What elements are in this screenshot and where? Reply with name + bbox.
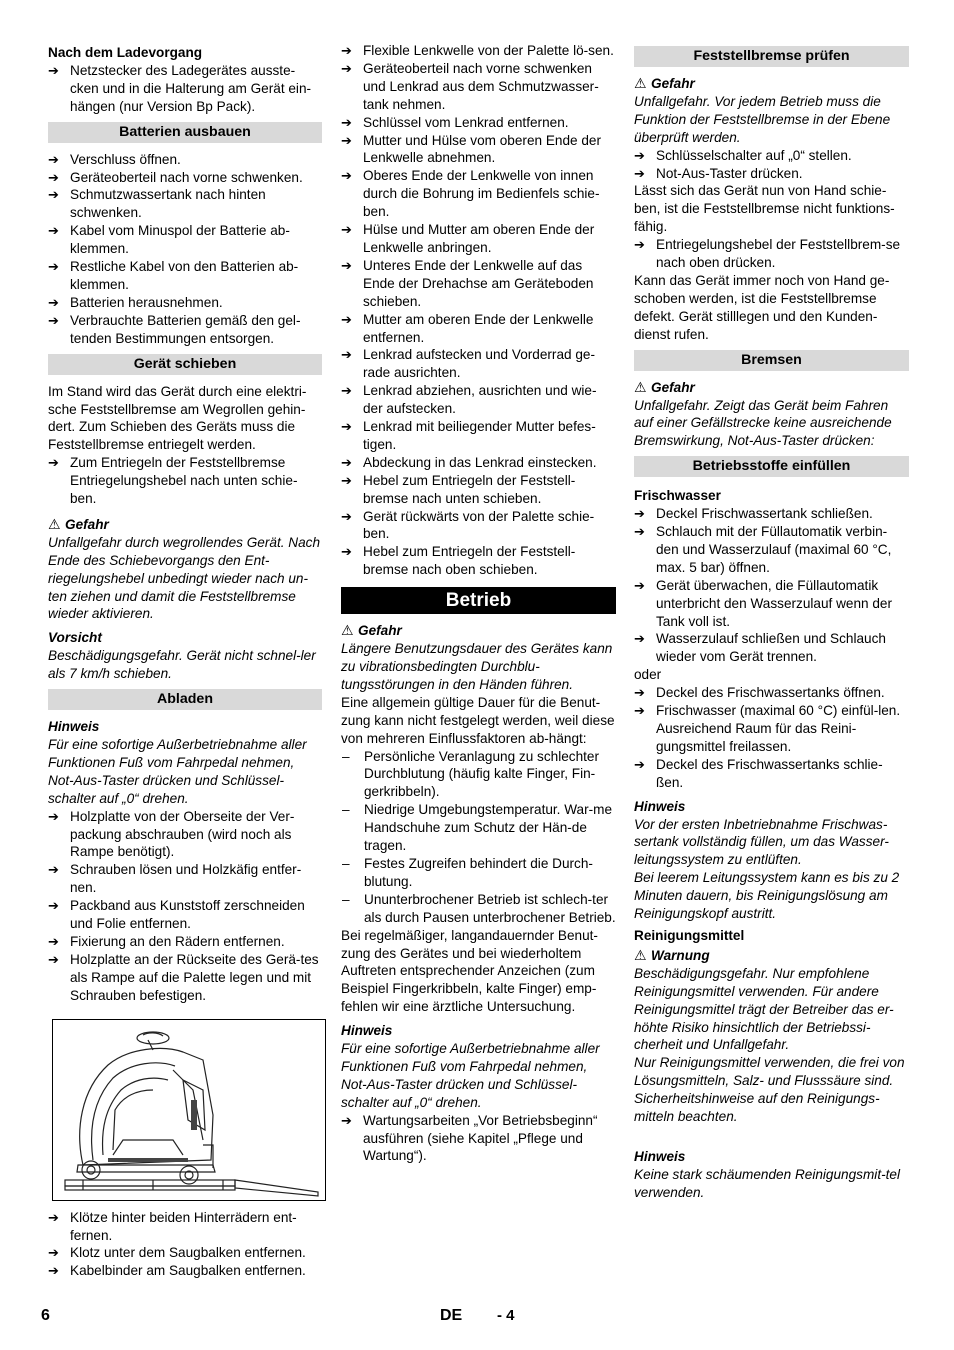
list-item-text: Entriegelungshebel der Feststellbrem-se nach oben drücken. <box>656 237 901 271</box>
vorsicht-label: Vorsicht <box>48 630 102 646</box>
arrow-right-icon: ➔ <box>48 898 59 914</box>
gefahr-text-betrieb: Längere Benutzungsdauer des Gerätes kann zu vibrationsbedingten Durchblu-tungsstörungen in den Händen führen. <box>341 641 613 692</box>
arrow-right-icon: ➔ <box>48 62 59 78</box>
list-item-text: Klotz unter dem Saugbalken entfernen. <box>70 1245 306 1261</box>
warnung-text-3: Sicherheitshinweise auf den Reinigungs-mitteln beachten. <box>634 1091 880 1125</box>
list-einflussfaktoren <box>341 748 616 927</box>
list-item-text: Wartungsarbeiten „Vor Betriebsbeginn“ ausführen (siehe Kapitel „Pflege und Wartung“). <box>363 1112 598 1164</box>
gefahr-heading-fest <box>634 75 909 93</box>
arrow-right-icon: ➔ <box>48 808 59 824</box>
dash-bullet-icon: – <box>342 748 350 764</box>
list-item <box>341 1112 616 1166</box>
list-item-text: Klötze hinter beiden Hinterrädern ent-fernen. <box>70 1209 297 1243</box>
list-item-text: Hebel zum Entriegeln der Feststell-bremse nach unten schieben. <box>363 472 576 506</box>
arrow-right-icon: ➔ <box>341 257 352 273</box>
list-wartung <box>341 1112 616 1166</box>
list-batterien <box>48 151 322 348</box>
list-item-text: Holzplatte an der Rückseite des Gerä-tes als Rampe auf die Palette legen und mit Schrauben befestigen. <box>70 951 319 1003</box>
list-item <box>48 933 322 951</box>
list-item-text: Deckel Frischwassertank schließen. <box>656 506 873 522</box>
list-item <box>634 505 909 523</box>
chapter-title-betrieb: Betrieb <box>341 587 616 614</box>
arrow-right-icon: ➔ <box>341 508 352 524</box>
list-item-text: Gerät überwachen, die Füllautomatik unterbricht den Wasserzulauf wenn der Tank voll ist. <box>656 577 892 629</box>
list-item <box>341 257 616 311</box>
list-after-figure <box>48 1209 322 1281</box>
list-item-text: Fixierung an den Rädern entfernen. <box>70 933 285 949</box>
paragraph-dauer: Eine allgemein gültige Dauer für die Benut-zung kann nicht festgelegt werden, weil diese von mehreren Einflussfaktoren ab-hängt: <box>341 694 615 746</box>
warning-triangle-icon: ⚠ <box>341 622 354 639</box>
machine-drawing <box>53 1020 325 1200</box>
list-item-text: Niedrige Umgebungstemperatur. War-me Handschuhe zum Schutz der Hän-de tragen. <box>364 802 613 854</box>
hinweis-text-betrieb: Für eine sofortige Außerbetriebnahme aller Funktionen Fuß vom Fahrpedal nehmen, Not-Aus-Taster drücken und Schlüssel-schalter auf „0“ drehen. <box>341 1041 600 1110</box>
list-item-text: Lenkrad aufstecken und Vorderrad ge-rade ausrichten. <box>363 347 596 381</box>
list-item <box>48 897 322 933</box>
list-item <box>634 236 909 272</box>
arrow-right-icon: ➔ <box>634 524 645 540</box>
list-item-text: Schlüsselschalter auf „0“ stellen. <box>656 147 852 163</box>
list-schieben <box>48 454 322 508</box>
list-item-text: Schlauch mit der Füllautomatik verbin-den und Wasserzulauf (maximal 60 °C, max. 5 bar) öffnen. <box>656 524 892 575</box>
list-item <box>634 523 909 577</box>
list-item-text: Deckel des Frischwassertanks schlie-ßen. <box>656 756 883 790</box>
arrow-right-icon: ➔ <box>634 631 645 647</box>
arrow-right-icon: ➔ <box>341 132 352 148</box>
column-right <box>634 42 909 1202</box>
arrow-right-icon: ➔ <box>341 544 352 560</box>
hinweis-text-frisch-2: Bei leerem Leitungssystem kann es bis zu 2 Minuten dauern, bis Reinigungslösung am Reinigungskopf austritt. <box>634 870 900 922</box>
arrow-right-icon: ➔ <box>48 294 59 310</box>
list-frischwasser-2 <box>634 684 909 791</box>
language-code: DE <box>440 1307 463 1324</box>
arrow-right-icon: ➔ <box>48 1209 59 1225</box>
subheading-reinigungsmittel: Reinigungsmittel <box>634 927 745 943</box>
warning-triangle-icon: ⚠ <box>634 946 647 963</box>
hinweis-label-frisch: Hinweis <box>634 798 686 814</box>
list-item <box>48 186 322 222</box>
arrow-right-icon: ➔ <box>48 223 59 239</box>
arrow-right-icon: ➔ <box>341 454 352 470</box>
list-item-text: Abdeckung in das Lenkrad einstecken. <box>363 454 597 470</box>
list-item <box>634 630 909 666</box>
list-item-text: Kabel vom Minuspol der Batterie ab-klemmen. <box>70 223 290 257</box>
list-item-text: Packband aus Kunststoff zerschneiden und Folie entfernen. <box>70 898 305 932</box>
hinweis-label-betrieb: Hinweis <box>341 1023 393 1039</box>
hinweis-text: Für eine sofortige Außerbetriebnahme aller Funktionen Fuß vom Fahrpedal nehmen, Not-Aus-Taster drücken und Schlüssel-schalter auf „0“ drehen. <box>48 737 307 806</box>
section-title-schieben: Gerät schieben <box>48 354 322 375</box>
page-number: 6 <box>41 1307 50 1324</box>
hinweis-text-frisch-1: Vor der ersten Inbetriebnahme Frischwas-sertank vollständig füllen, um das Wasser-leitungssystem zu entlüften. <box>634 816 889 868</box>
vorsicht-text: Beschädigungsgefahr. Gerät nicht schnel-ler als 7 km/h schieben. <box>48 648 316 682</box>
section-title-batterien: Batterien ausbauen <box>48 122 322 143</box>
warnung-label: Warnung <box>651 947 710 963</box>
list-item <box>634 702 909 756</box>
list-item <box>48 808 322 862</box>
list-item-text: Flexible Lenkwelle von der Palette lö-sen. <box>363 43 614 58</box>
paragraph-regelmaessig: Bei regelmäßiger, langandauernder Benut-zung des Gerätes und bei wiederholtem Auftreten entsprechender Anzeichen (zum Beispiel Fingerkribbeln, kalte Finger) emp-fehlen wir eine ärztliche Untersuchung. <box>341 927 598 1015</box>
arrow-right-icon: ➔ <box>48 151 59 167</box>
arrow-right-icon: ➔ <box>48 933 59 949</box>
list-item-text: Festes Zugreifen behindert die Durch-blutung. <box>364 855 593 889</box>
arrow-right-icon: ➔ <box>634 506 645 522</box>
list-item-text: Not-Aus-Taster drücken. <box>656 165 803 181</box>
list-frischwasser <box>634 505 909 666</box>
gefahr-label: Gefahr <box>65 516 109 532</box>
arrow-right-icon: ➔ <box>341 1112 352 1128</box>
list-item-text: Deckel des Frischwassertanks öffnen. <box>656 685 885 701</box>
arrow-right-icon: ➔ <box>634 577 645 593</box>
paragraph-fest-1: Lässt sich das Gerät nun von Hand schie-ben, ist die Feststellbremse nicht funktions-fähig. <box>634 183 895 235</box>
list-item <box>341 382 616 418</box>
arrow-right-icon: ➔ <box>634 237 645 253</box>
list-item-text: Verschluss öffnen. <box>70 151 181 167</box>
list-item-text: Persönliche Veranlagung zu schlechter Durchblutung (häufig kalte Finger, Fin-gerkribbeln). <box>364 748 600 800</box>
list-item <box>48 258 322 294</box>
list-item <box>634 577 909 631</box>
arrow-right-icon: ➔ <box>48 1245 59 1261</box>
list-item <box>48 1244 322 1262</box>
list-item-text: Gerät rückwärts von der Palette schie-ben. <box>363 508 595 542</box>
list-item-text: Kabelbinder am Saugbalken entfernen. <box>70 1263 306 1279</box>
list-item <box>341 801 616 855</box>
list-item <box>341 508 616 544</box>
list-item <box>48 861 322 897</box>
arrow-right-icon: ➔ <box>634 685 645 701</box>
arrow-right-icon: ➔ <box>341 43 352 58</box>
dash-bullet-icon: – <box>342 891 350 907</box>
list-item-text: Hülse und Mutter am oberen Ende der Lenkwelle anbringen. <box>363 222 595 255</box>
arrow-right-icon: ➔ <box>341 383 352 399</box>
hinweis-label-rein: Hinweis <box>634 1148 686 1164</box>
subheading-nach-dem-ladevorgang: Nach dem Ladevorgang <box>48 45 203 60</box>
arrow-right-icon: ➔ <box>341 311 352 327</box>
arrow-right-icon: ➔ <box>634 165 645 181</box>
subheading-frischwasser: Frischwasser <box>634 488 721 504</box>
list-item <box>634 756 909 792</box>
list-item <box>48 454 322 508</box>
list-item <box>341 543 616 579</box>
gefahr-label: Gefahr <box>651 379 695 395</box>
list-item-text: Batterien herausnehmen. <box>70 294 223 310</box>
list-item-text: Wasserzulauf schließen und Schlauch wieder vom Gerät trennen. <box>656 631 886 665</box>
list-item-text: Hebel zum Entriegeln der Feststell-bremse nach oben schieben. <box>363 544 576 578</box>
gefahr-heading-betrieb <box>341 622 616 640</box>
list-item <box>341 60 616 114</box>
arrow-right-icon: ➔ <box>341 168 352 184</box>
arrow-right-icon: ➔ <box>341 347 352 363</box>
gefahr-text-bremsen: Unfallgefahr. Zeigt das Gerät beim Fahren auf einer Gefällstrecke keine ausreichende Bremswirkung, Not-Aus-Taster drücken: <box>634 397 892 449</box>
list-item <box>48 62 322 116</box>
arrow-right-icon: ➔ <box>48 187 59 203</box>
hinweis-text-rein: Keine stark schäumenden Reinigungsmit-tel verwenden. <box>634 1166 900 1200</box>
list-item-text: Holzplatte von der Oberseite der Ver-packung abschrauben (wird noch als Rampe benötigt). <box>70 808 295 860</box>
text-oder: oder <box>634 667 662 683</box>
list-item-text: Unteres Ende der Lenkwelle auf das Ende der Drehachse am Geräteboden schieben. <box>363 257 594 309</box>
list-item <box>341 855 616 891</box>
list-item <box>48 222 322 258</box>
arrow-right-icon: ➔ <box>634 703 645 719</box>
list-item-text: Restliche Kabel von den Batterien ab-klemmen. <box>70 259 299 292</box>
list-item <box>634 165 909 183</box>
arrow-right-icon: ➔ <box>48 951 59 967</box>
list-item-text: Schmutzwassertank nach hinten schwenken. <box>70 187 266 221</box>
list-lade <box>48 62 322 116</box>
gefahr-text: Unfallgefahr durch wegrollendes Gerät. Nach Ende des Schiebevorgangs den Ent-riegelungshebel unbedingt wieder nach un-ten ziehen und damit die Feststellbremse wieder aktivieren. <box>48 534 321 622</box>
gefahr-heading-bremsen <box>634 379 909 397</box>
arrow-right-icon: ➔ <box>48 1263 59 1279</box>
list-item <box>341 472 616 508</box>
list-item-text: Schrauben lösen und Holzkäfig entfer-nen. <box>70 862 302 896</box>
arrow-right-icon: ➔ <box>48 455 59 471</box>
list-item <box>48 312 322 348</box>
warnung-text-2: Nur Reinigungsmittel verwenden, die frei von Lösungsmitteln, Salz- und Flusssäure sind. <box>634 1055 905 1089</box>
gefahr-text-fest: Unfallgefahr. Vor jedem Betrieb muss die Funktion der Feststellbremse in der Ebene überprüft werden. <box>634 93 891 145</box>
list-item <box>48 1262 322 1280</box>
list-item <box>341 167 616 221</box>
gefahr-label: Gefahr <box>651 76 695 91</box>
arrow-right-icon: ➔ <box>341 419 352 435</box>
arrow-right-icon: ➔ <box>341 222 352 238</box>
list-item <box>341 891 616 927</box>
list-item <box>341 132 616 168</box>
warning-triangle-icon: ⚠ <box>634 378 647 395</box>
section-title-betriebsstoffe: Betriebsstoffe einfüllen <box>634 456 909 477</box>
warnung-text-1: Beschädigungsgefahr. Nur empfohlene Reinigungsmittel verwenden. Für andere Reinigungsmittel trägt der Betreiber das er-höhte Risiko hinsichtlich der Betriebssi-cherheit und Unfallgefahr. <box>634 965 894 1053</box>
hinweis-label: Hinweis <box>48 719 100 735</box>
list-item-text: Lenkrad mit beiliegender Mutter befes-tigen. <box>363 419 596 452</box>
column-middle <box>341 42 616 1165</box>
arrow-right-icon: ➔ <box>48 862 59 878</box>
paragraph-schieben: Im Stand wird das Gerät durch eine elektri-sche Feststellbremse am Wegrollen gehin-dert. Zum Schieben des Geräts muss die Feststellbremse entriegelt werden. <box>48 383 307 453</box>
list-item <box>341 42 616 60</box>
list-item <box>48 169 322 187</box>
list-item <box>341 346 616 382</box>
section-title-feststellbremse: Feststellbremse prüfen <box>634 46 909 67</box>
list-item-text: Mutter am oberen Ende der Lenkwelle entfernen. <box>363 311 594 345</box>
list-item-text: Verbrauchte Batterien gemäß den gel-tenden Bestimmungen entsorgen. <box>70 312 301 346</box>
column-left <box>48 42 322 1280</box>
list-item-text: Mutter und Hülse vom oberen Ende der Lenkwelle abnehmen. <box>363 132 602 166</box>
list-item-text: Geräteoberteil nach vorne schwenken und Lenkrad aus dem Schmutzwasser-tank nehmen. <box>363 60 599 112</box>
warning-triangle-icon: ⚠ <box>634 75 647 91</box>
list-fest-2 <box>634 236 909 272</box>
arrow-right-icon: ➔ <box>48 312 59 328</box>
arrow-right-icon: ➔ <box>341 114 352 130</box>
list-item <box>634 684 909 702</box>
arrow-right-icon: ➔ <box>634 756 645 772</box>
list-item <box>634 147 909 165</box>
warning-triangle-icon: ⚠ <box>48 515 61 532</box>
paragraph-fest-2: Kann das Gerät immer noch von Hand ge-schoben werden, ist die Feststellbremse defekt. Gerät stilllegen und den Kunden-dienst rufen. <box>634 272 890 342</box>
arrow-right-icon: ➔ <box>341 472 352 488</box>
gefahr-heading <box>48 516 322 534</box>
list-item <box>341 418 616 454</box>
list-item-text: Ununterbrochener Betrieb ist schlech-ter als durch Pausen unterbrochener Betrieb. <box>364 891 616 925</box>
arrow-right-icon: ➔ <box>48 169 59 185</box>
machine-on-pallet-illustration <box>52 1019 326 1201</box>
list-item <box>341 311 616 347</box>
section-number: - 4 <box>497 1307 515 1324</box>
list-item-text: Frischwasser (maximal 60 °C) einfül-len. Ausreichend Raum für das Reini-gungsmittel freilassen. <box>656 703 901 754</box>
list-item <box>48 1209 322 1245</box>
list-lenkwelle <box>341 42 616 579</box>
list-item <box>341 454 616 472</box>
section-title-bremsen: Bremsen <box>634 350 909 371</box>
list-item-text: Geräteoberteil nach vorne schwenken. <box>70 169 303 185</box>
list-abladen <box>48 808 322 1005</box>
gefahr-label: Gefahr <box>358 623 402 639</box>
list-item <box>48 294 322 312</box>
arrow-right-icon: ➔ <box>48 259 59 275</box>
list-fest <box>634 147 909 183</box>
list-item-text: Oberes Ende der Lenkwelle von innen durch die Bohrung im Bedienfels schie-ben. <box>363 168 600 220</box>
list-item <box>341 221 616 257</box>
list-item <box>341 114 616 132</box>
list-item-text: Lenkrad abziehen, ausrichten und wie-der aufstecken. <box>363 383 597 417</box>
list-item <box>48 151 322 169</box>
dash-bullet-icon: – <box>342 802 350 818</box>
warnung-heading <box>634 947 909 965</box>
list-item-text: Netzstecker des Ladegerätes ausste-cken und in die Halterung am Gerät ein-hängen (nur Version Bp Pack). <box>70 62 312 114</box>
section-title-abladen: Abladen <box>48 689 322 710</box>
list-item-text: Zum Entriegeln der Feststellbremse Entriegelungshebel nach unten schie-ben. <box>70 455 298 507</box>
arrow-right-icon: ➔ <box>341 60 352 76</box>
list-item-text: Schlüssel vom Lenkrad entfernen. <box>363 114 569 130</box>
arrow-right-icon: ➔ <box>634 147 645 163</box>
list-item <box>48 951 322 1005</box>
list-item <box>341 748 616 802</box>
dash-bullet-icon: – <box>342 855 350 871</box>
